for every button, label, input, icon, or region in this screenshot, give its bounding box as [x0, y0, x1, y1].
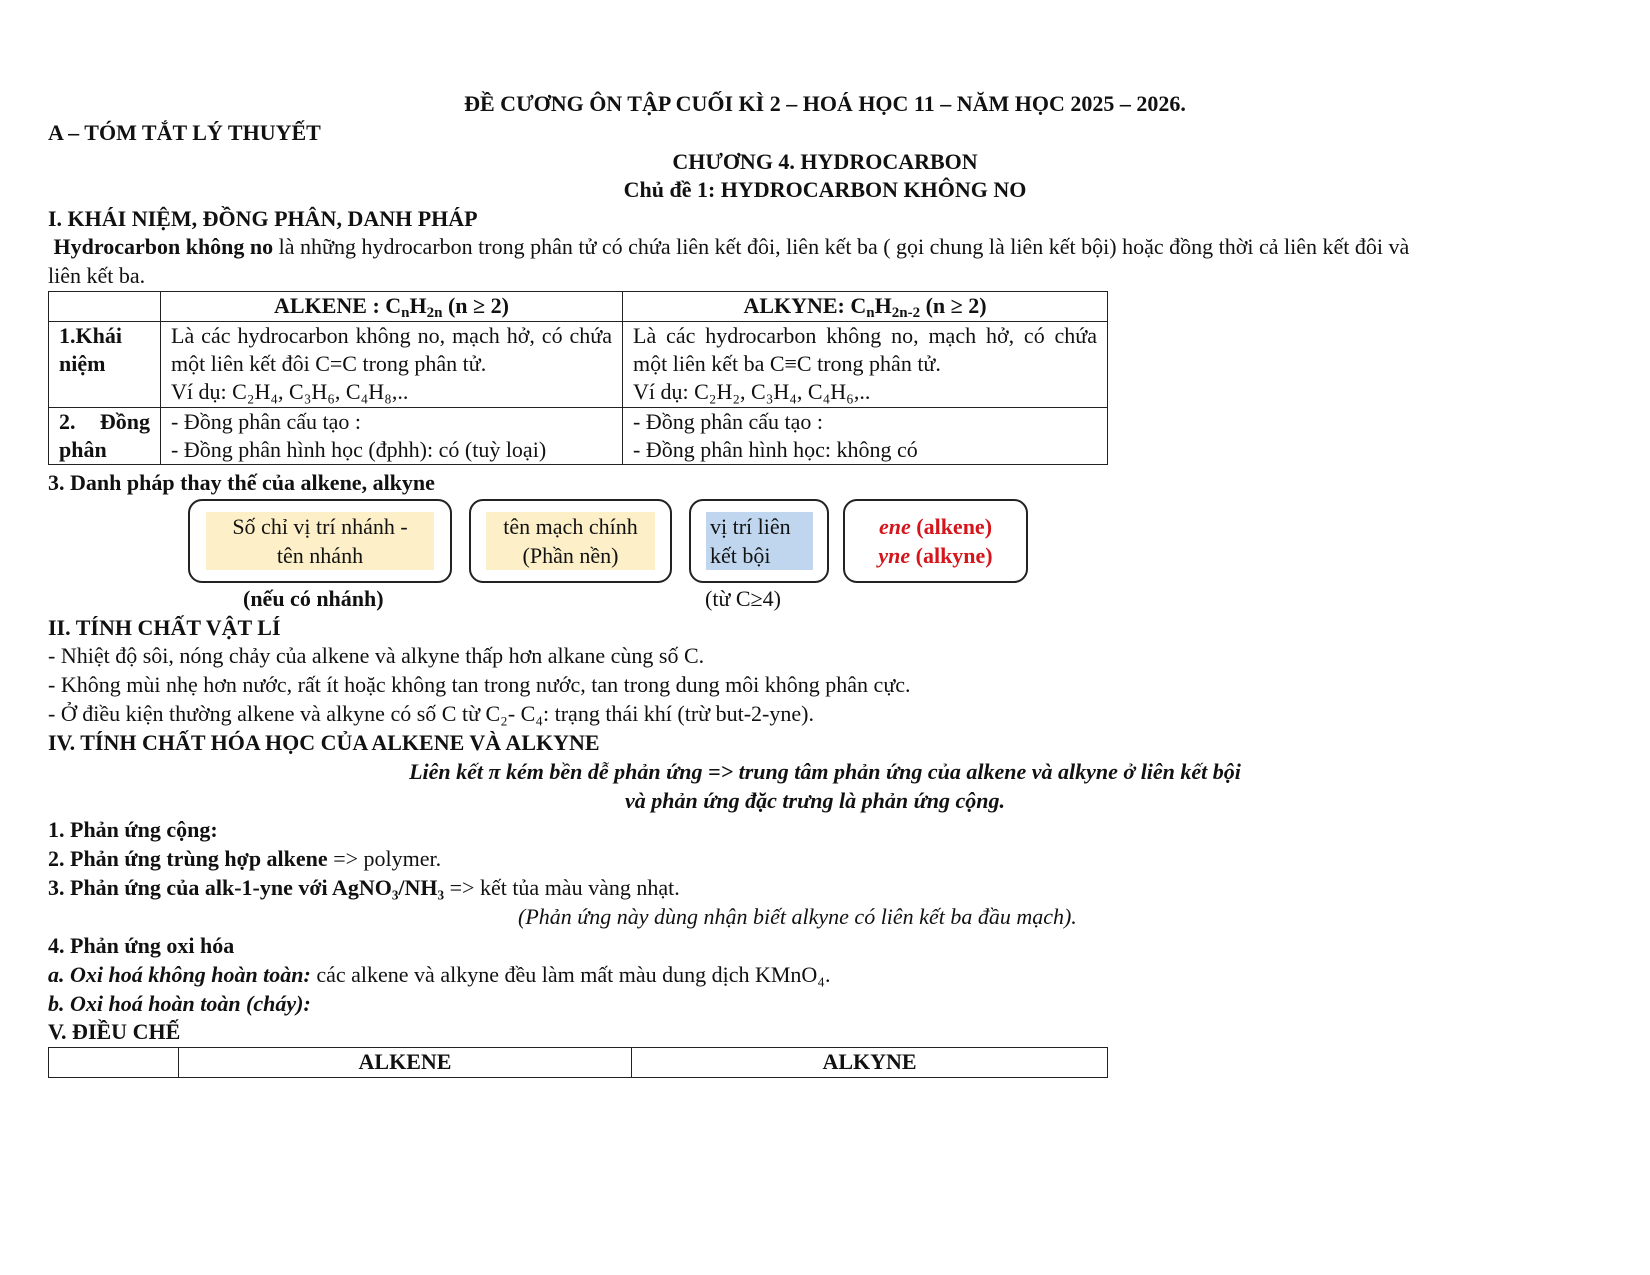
bond-position-fill [706, 512, 813, 570]
alkyne-isomer-geometric: - Đồng phân hình học: không có [633, 437, 918, 462]
naming-box-main-chain [469, 499, 672, 583]
suffix-alkyne: yne (alkyne) [878, 543, 993, 568]
reaction-3: 3. Phản ứng của alk-1-yne với AgNO₃/NH₃ => kết tủa màu vàng nhạt. [48, 875, 680, 900]
alkyne-header: ALKYNE: $C_nH_{2n-2}$ (n ≥ 2) [623, 292, 1108, 322]
alkyne-isomer-structural: - Đồng phân cấu tạo : [633, 409, 823, 434]
section-1-title: I. KHÁI NIỆM, ĐỒNG PHÂN, DANH PHÁP [48, 206, 478, 231]
reaction-center-note-1: Liên kết π kém bền dễ phản ứng => trung tâm phản ứng của alkene và alkyne ở liên kết bội [409, 759, 1241, 784]
alkyne-concept-text: Là các hydrocarbon không no, mạch hở, có chứa một liên kết ba C≡C trong phân tử. [633, 323, 1097, 376]
main-chain-text-1: tên mạch chính [503, 514, 638, 539]
table-header-row [49, 1048, 1108, 1078]
alkene-example: Ví dụ: C₂H₄, C₃H₆, C₄H₈,.. [171, 379, 409, 404]
alkene-alkyne-table [48, 291, 1108, 465]
naming-title: 3. Danh pháp thay thế của alkene, alkyne [48, 470, 435, 495]
table-row [49, 408, 1108, 465]
reaction-4a: a. Oxi hoá không hoàn toàn: các alkene và alkyne đều làm mất màu dung dịch KMnO₄. [48, 962, 831, 987]
section-5-title: V. ĐIỀU CHẾ [48, 1019, 181, 1044]
part-a-heading: A – TÓM TẮT LÝ THUYẾT [48, 120, 321, 145]
row-label-isomer: 2. Đồng phân [49, 408, 161, 465]
alkene-header: ALKENE : $C_nH_{2n}$ (n ≥ 2) [161, 292, 623, 322]
reaction-4b: b. Oxi hoá hoàn toàn (cháy): [48, 991, 311, 1016]
reaction-4: 4. Phản ứng oxi hóa [48, 933, 235, 958]
bond-position-text-2: kết bội [710, 543, 771, 568]
table-corner-cell [49, 1048, 179, 1078]
table-row [49, 322, 1108, 408]
branch-text-1: Số chỉ vị trí nhánh - [232, 514, 408, 539]
reaction-2: 2. Phản ứng trùng hợp alkene => polymer. [48, 846, 442, 871]
branch-note: (nếu có nhánh) [243, 586, 384, 611]
main-chain-fill [486, 512, 655, 570]
alkyne-concept-cell [623, 322, 1108, 408]
physical-line-3: - Ở điều kiện thường alkene và alkyne có số C từ C₂- C₄: trạng thái khí (trừ but-2-yne). [48, 701, 814, 726]
topic-heading: Chủ đề 1: HYDROCARBON KHÔNG NO [623, 177, 1027, 202]
naming-box-branch [188, 499, 452, 583]
physical-line-1: - Nhiệt độ sôi, nóng chảy của alkene và alkyne thấp hơn alkane cùng số C. [48, 643, 705, 668]
naming-box-suffix [843, 499, 1028, 583]
branch-text-2: tên nhánh [276, 543, 364, 568]
row-label-concept: 1.Khái niệm [49, 322, 161, 408]
document-title: ĐỀ CƯƠNG ÔN TẬP CUỐI KÌ 2 – HOÁ HỌC 11 – NĂM HỌC 2025 – 2026. [464, 91, 1186, 116]
section-4-title: IV. TÍNH CHẤT HÓA HỌC CỦA ALKENE VÀ ALKYNE [48, 730, 600, 755]
branch-fill [206, 512, 434, 570]
alkyne-example: Ví dụ: C₂H₂, C₃H₄, C₄H₆,.. [633, 379, 871, 404]
chapter-heading: CHƯƠNG 4. HYDROCARBON [672, 149, 978, 174]
reaction-3-note: (Phản ứng này dùng nhận biết alkyne có liên kết ba đầu mạch). [518, 904, 1077, 929]
alkene-isomer-geometric: - Đồng phân hình học (đphh): có (tuỳ loại) [171, 437, 547, 462]
reaction-1: 1. Phản ứng cộng: [48, 817, 218, 842]
preparation-table [48, 1047, 1108, 1078]
definition-text: là những hydrocarbon trong phân tử có chứa liên kết đôi, liên kết ba ( gọi chung là liên kết bội) hoặc đồng thời cả liên kết đôi và [273, 234, 1410, 259]
suffix-alkene: ene (alkene) [878, 514, 993, 539]
bond-position-note: (từ C≥4) [705, 586, 781, 611]
definition-line-2: liên kết ba. [48, 263, 146, 288]
section-2-title: II. TÍNH CHẤT VẬT LÍ [48, 615, 281, 640]
alkene-isomer-structural: - Đồng phân cấu tạo : [171, 409, 361, 434]
physical-line-2: - Không mùi nhẹ hơn nước, rất ít hoặc không tan trong nước, tan trong dung môi không phân cực. [48, 672, 911, 697]
suffix-fill [845, 512, 1026, 570]
prep-alkene-header: ALKENE [179, 1048, 632, 1078]
alkene-concept-text: Là các hydrocarbon không no, mạch hở, có chứa một liên kết đôi C=C trong phân tử. [171, 323, 612, 376]
naming-box-bond-position [689, 499, 829, 583]
definition-line-1 [48, 233, 1409, 261]
table-header-row [49, 292, 1108, 322]
table-corner-cell [49, 292, 161, 322]
alkene-concept-cell [161, 322, 623, 408]
main-chain-text-2: (Phần nền) [522, 543, 619, 568]
prep-alkyne-header: ALKYNE [632, 1048, 1108, 1078]
bond-position-text-1: vị trí liên [710, 514, 791, 539]
alkyne-isomer-cell [623, 408, 1108, 465]
definition-term: Hydrocarbon không no [53, 234, 274, 259]
alkene-isomer-cell [161, 408, 623, 465]
